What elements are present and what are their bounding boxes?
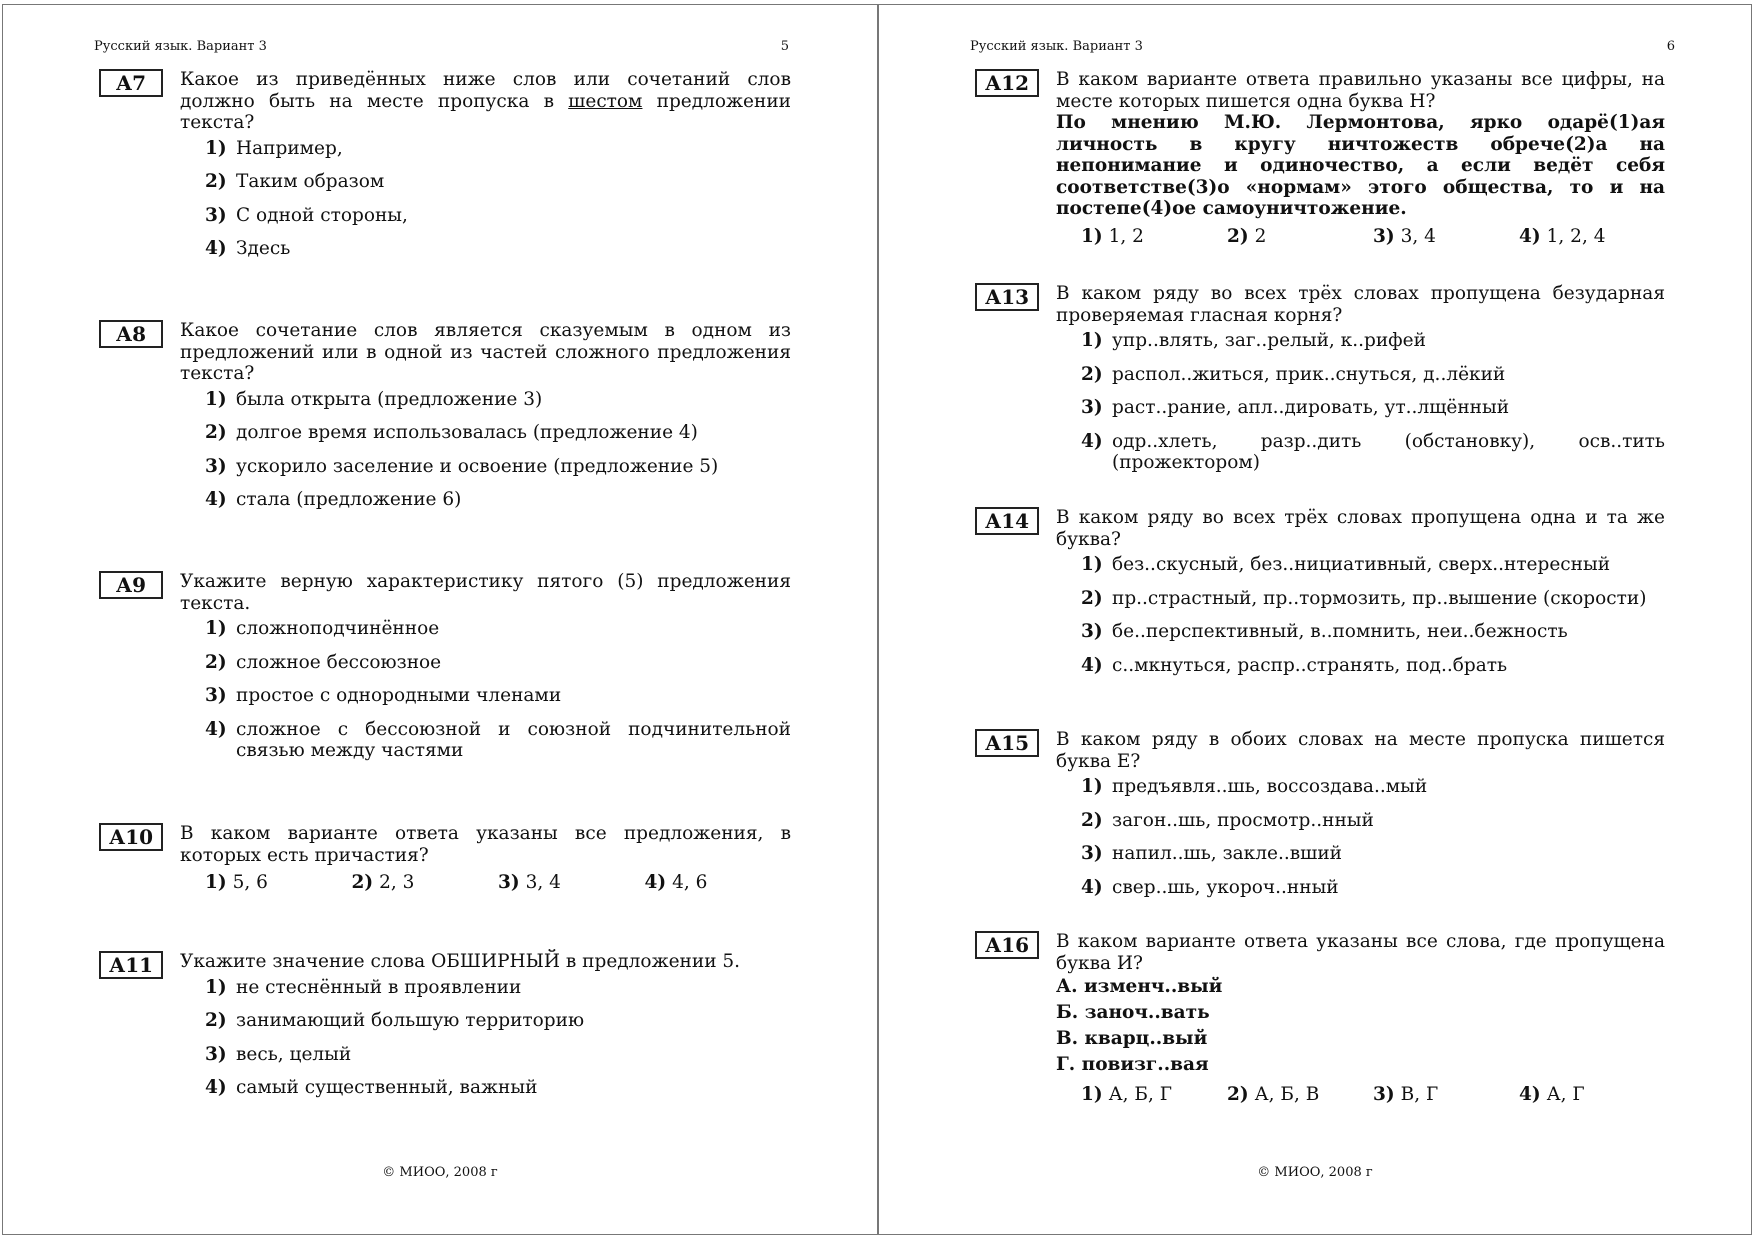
- question-a13: [975, 283, 1665, 486]
- question-text: Какое сочетание слов является сказуемым в одном из предложений или в одной из частей сложного предложения текста?: [180, 320, 791, 384]
- answer-options: [1081, 226, 1665, 247]
- answer-options: [1081, 1084, 1665, 1105]
- question-text: В каком ряду во всех трёх словах пропущена одна и та же буква?: [1056, 507, 1665, 550]
- answer-options: [1081, 776, 1665, 898]
- question-text: Укажите верную характеристику пятого (5) предложения текста.: [180, 571, 791, 614]
- answer-option[interactable]: 2) А, Б, В: [1227, 1084, 1320, 1105]
- word-item: Б. заноч..вать: [1056, 1002, 1210, 1023]
- answer-options: [205, 977, 791, 1099]
- answer-option[interactable]: 2) пр..страстный, пр..тормозить, пр..вышение (скорости): [1081, 587, 1647, 609]
- question-text: В каком ряду в обоих словах на месте пропуска пишется буква Е?: [1056, 729, 1665, 772]
- answer-option[interactable]: 1) не стеснённый в проявлении: [205, 976, 522, 998]
- question-text: В каком ряду во всех трёх словах пропущена безударная проверяемая гласная корня?: [1056, 283, 1665, 326]
- answer-option[interactable]: 3) С одной стороны,: [205, 204, 408, 226]
- answer-option[interactable]: 1) без..скусный, без..нициативный, сверх..нтересный: [1081, 554, 1611, 575]
- answer-option[interactable]: 4) Здесь: [205, 238, 291, 259]
- answer-option[interactable]: 1) 1, 2: [1081, 225, 1144, 247]
- answer-option[interactable]: 1) упр..влять, заг..релый, к..рифей: [1081, 330, 1426, 351]
- answer-option[interactable]: 4) стала (предложение 6): [205, 489, 462, 510]
- question-label: А9: [99, 571, 163, 599]
- page-header-title: Русский язык. Вариант 3: [94, 39, 267, 54]
- answer-option[interactable]: 2) долгое время использовалась (предложение 4): [205, 422, 698, 443]
- answer-option[interactable]: 4) А, Г: [1519, 1084, 1585, 1105]
- word-item: В. кварц..вый: [1056, 1028, 1208, 1049]
- answer-option[interactable]: 4) одр..хлеть, разр..дить (обстановку), осв..тить (прожектором): [1081, 430, 1665, 473]
- question-label: А15: [975, 729, 1039, 757]
- answer-option[interactable]: 3) ускорило заселение и освоение (предложение 5): [205, 455, 719, 477]
- answer-option[interactable]: 4) 4, 6: [644, 872, 708, 893]
- answer-option[interactable]: 3) 3, 4: [1373, 225, 1436, 247]
- page-footer: © МИОО, 2008 г: [382, 1165, 498, 1180]
- answer-option[interactable]: 2) распол..житься, прик..снуться, д..лёкий: [1081, 363, 1506, 385]
- answer-option[interactable]: 2) загон..шь, просмотр..нный: [1081, 809, 1374, 831]
- answer-option[interactable]: 1) Например,: [205, 137, 343, 159]
- answer-options: [205, 138, 791, 260]
- question-a11: [99, 951, 791, 1111]
- question-text: Какое из приведённых ниже слов или сочетаний слов должно быть на месте пропуска в шестом предложении текста?: [180, 69, 791, 133]
- question-a10: [99, 823, 791, 893]
- answer-option[interactable]: 4) 1, 2, 4: [1519, 225, 1606, 247]
- answer-option[interactable]: 3) напил..шь, закле..вший: [1081, 843, 1342, 864]
- page-number: 6: [1666, 39, 1675, 54]
- question-a7: [99, 69, 791, 272]
- answer-option[interactable]: 4) с..мкнуться, распр..странять, под..брать: [1081, 654, 1508, 676]
- question-label: А11: [99, 951, 163, 979]
- answer-option[interactable]: 4) сложное с бессоюзной и союзной подчинительной связью между частями: [205, 718, 791, 761]
- question-a15: [975, 729, 1665, 910]
- question-label: А8: [99, 320, 163, 348]
- answer-option[interactable]: 1) была открыта (предложение 3): [205, 388, 543, 410]
- question-text: В каком варианте ответа указаны все слова, где пропущена буква И?: [1056, 931, 1665, 974]
- answer-option[interactable]: 2) 2, 3: [351, 872, 415, 893]
- question-label: А10: [99, 823, 163, 851]
- answer-option[interactable]: 1) А, Б, Г: [1081, 1084, 1173, 1105]
- answer-option[interactable]: 3) весь, целый: [205, 1043, 352, 1065]
- answer-options: [205, 389, 791, 511]
- answer-option[interactable]: 3) простое с однородными членами: [205, 685, 562, 706]
- answer-option[interactable]: 2) Таким образом: [205, 171, 385, 192]
- answer-options: [205, 618, 791, 762]
- question-label: А13: [975, 283, 1039, 311]
- question-text: В каком варианте ответа указаны все предложения, в которых есть причастия?: [180, 823, 791, 866]
- question-text: Укажите значение слова ОБШИРНЫЙ в предложении 5.: [180, 951, 741, 972]
- answer-options: [1081, 330, 1665, 474]
- word-item: А. изменч..вый: [1056, 976, 1223, 997]
- question-a16: [975, 931, 1665, 1105]
- answer-option[interactable]: 2) сложное бессоюзное: [205, 651, 442, 673]
- question-a9: [99, 571, 791, 774]
- page-header-title: Русский язык. Вариант 3: [970, 39, 1143, 54]
- page-footer: © МИОО, 2008 г: [1257, 1165, 1373, 1180]
- answer-option[interactable]: 2) занимающий большую территорию: [205, 1010, 585, 1031]
- answer-option[interactable]: 1) предъявля..шь, воссоздава..мый: [1081, 776, 1428, 797]
- question-a8: [99, 320, 791, 523]
- answer-option[interactable]: 3) 3, 4: [498, 872, 561, 893]
- answer-option[interactable]: 1) 5, 6: [205, 872, 268, 893]
- answer-options: [1081, 554, 1665, 676]
- answer-option[interactable]: 3) В, Г: [1373, 1084, 1439, 1105]
- right-page: [878, 4, 1752, 1235]
- answer-option[interactable]: 3) бе..перспективный, в..помнить, неи..бежность: [1081, 621, 1568, 642]
- question-label: А12: [975, 69, 1039, 97]
- answer-options: [205, 872, 791, 893]
- word-item: Г. повизг..вая: [1056, 1054, 1209, 1075]
- left-page: [2, 4, 878, 1235]
- answer-option[interactable]: 4) самый существенный, важный: [205, 1077, 538, 1098]
- answer-option[interactable]: 4) свер..шь, укороч..нный: [1081, 876, 1339, 898]
- question-a12: [975, 69, 1665, 247]
- answer-option[interactable]: 1) сложноподчинённое: [205, 618, 440, 639]
- question-text: В каком варианте ответа правильно указаны все цифры, на месте которых пишется одна буква Н?: [1056, 69, 1665, 112]
- answer-option[interactable]: 2) 2: [1227, 225, 1267, 247]
- page-number: 5: [780, 39, 789, 54]
- question-passage: По мнению М.Ю. Лермонтова, ярко одарё(1)ая личность в кругу ничтожеств обрече(2)а на непонимание и одиночество, а если ведёт себя соответстве(3)о «нормам» этого общества, то и на постепе(4)ое самоуничтожение.: [1056, 112, 1665, 219]
- answer-option[interactable]: 3) раст..рание, апл..дировать, ут..лщённый: [1081, 397, 1510, 418]
- question-label: А14: [975, 507, 1039, 535]
- question-a14: [975, 507, 1665, 688]
- question-label: А16: [975, 931, 1039, 959]
- question-label: А7: [99, 69, 163, 97]
- underlined-word: шестом: [568, 90, 643, 112]
